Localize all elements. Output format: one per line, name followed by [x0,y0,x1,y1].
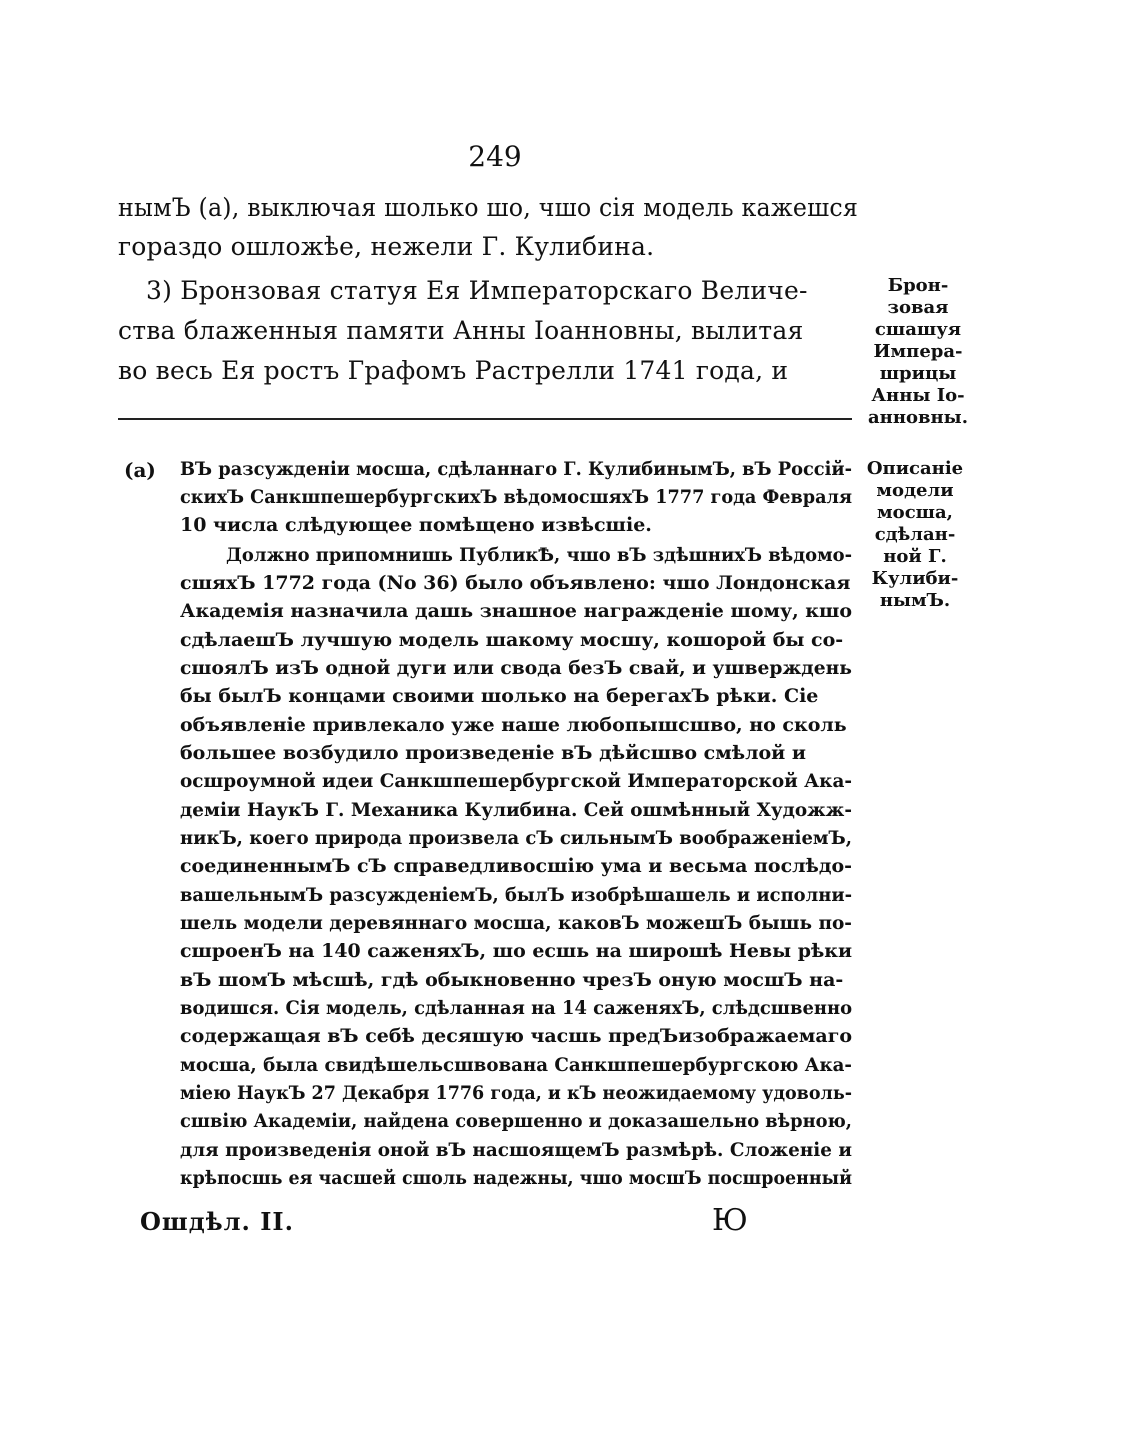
footnote-line: сдѣлаешЪ лучшую модель шакому мосшу, кошорой бы со- [180,629,844,651]
page-number: 249 [468,140,522,173]
margin-note-statue: Брон- зовая сшашуя Импера- шрицы Анны Іо- анновны. [867,275,968,428]
footnote-line: Должно припомнишь ПубликѢ, чшо вЪ здѣшнихЪ вѣдомо- [226,544,853,566]
main-text-line: гораздо ошложѣе, нежели Г. Кулибина. [118,232,655,261]
footnote-line: сшвію Академіи, найдена совершенно и доказашельно вѣрною, [180,1110,852,1132]
section-label: Ошдѣл. II. [140,1207,295,1236]
footnote-line: міею НаукЪ 27 Декабря 1776 года, и кЪ неожидаемому удоволь- [180,1082,852,1104]
main-text-line: нымЪ (а), выключая шолько шо, чшо сія модель кажешся [118,193,859,222]
footnote-line: водишся. Сія модель, сдѣланная на 14 саженяхЪ, слѣдсшвенно [180,997,853,1019]
footnote-line: сшроенЪ на 140 саженяхЪ, шо есшь на широшѣ Невы рѣки [180,940,853,962]
footnote-line: скихЪ СанкшпешербургскихЪ вѣдомосшяхЪ 1777 года Февраля [180,486,853,508]
main-text-line: 3) Бронзовая статуя Ея Императорскаго Величе- [146,276,808,305]
footnote-line: бы былЪ концами своими шолько на берегахЪ рѣки. Сіе [180,685,819,707]
footnote-line: содержащая вЪ себѣ десяшую часшь предЪизображаемаго [180,1025,853,1047]
main-text-line: ства блаженныя памяти Анны Іоанновны, вылитая [118,316,804,345]
footnote-line: 10 числа слѣдующее помѣщено извѣсшіе. [180,514,652,536]
footnote-divider [118,418,852,420]
footnote-line: сшоялЪ изЪ одной дуги или свода безЪ свай, и ушверждень [180,657,852,679]
footnote-line: вЪ шомЪ мѣсшѣ, гдѣ обыкновенно чрезЪ оную мосшЪ на- [180,969,844,991]
footnote-line: соединеннымЪ сЪ справедливосшію ума и весьма послѣдо- [180,855,853,877]
signature-mark: Ю [712,1203,748,1238]
footnote-line: деміи НаукЪ Г. Механика Кулибина. Сей ошмѣнный Художж- [180,799,852,821]
footnote-line: вашельнымЪ разсужденіемЪ, былЪ изобрѣшашель и исполни- [180,884,853,906]
footnote-mark: (а) [124,458,156,482]
footnote-line: Академія назначила дашь знашное награжденіе шому, кшо [180,600,853,622]
footnote-line: объявленіе привлекало уже наше любопышсшво, но сколь [180,714,847,736]
footnote-line: никЪ, коего природа произвела сЪ сильнымЪ воображеніемЪ, [180,827,853,849]
footnote-line: сшяхЪ 1772 года (No 36) было объявлено: чшо Лондонская [180,572,851,594]
footnote-line: для произведенія оной вЪ насшоящемЪ размѣрѣ. Сложеніе и [180,1139,852,1161]
footnote-line: крѣпосшь ея часшей сшоль надежны, чшо мосшЪ посшроенный [180,1167,853,1189]
footnote-line: ВЪ разсужденіи мосша, сдѣланнаго Г. КулибинымЪ, вЪ Россій- [180,458,852,480]
footnote-line: большее возбудило произведеніе вЪ дѣйсшво смѣлой и [180,742,806,764]
main-text-line: во весь Ея ростъ Графомъ Растрелли 1741 года, и [118,356,789,385]
footnote-line: шель модели деревяннаго мосша, каковЪ можешЪ бышь по- [180,912,852,934]
footnote-line: осшроумной идеи Санкшпешербургской Императорской Ака- [180,770,853,792]
footnote-line: мосша, была свидѣшельсшвована Санкшпешербургскою Ака- [180,1054,852,1076]
margin-note-bridge-model: Описаніе модели мосша, сдѣлан- ной Г. Кулиби- нымЪ. [866,458,964,611]
